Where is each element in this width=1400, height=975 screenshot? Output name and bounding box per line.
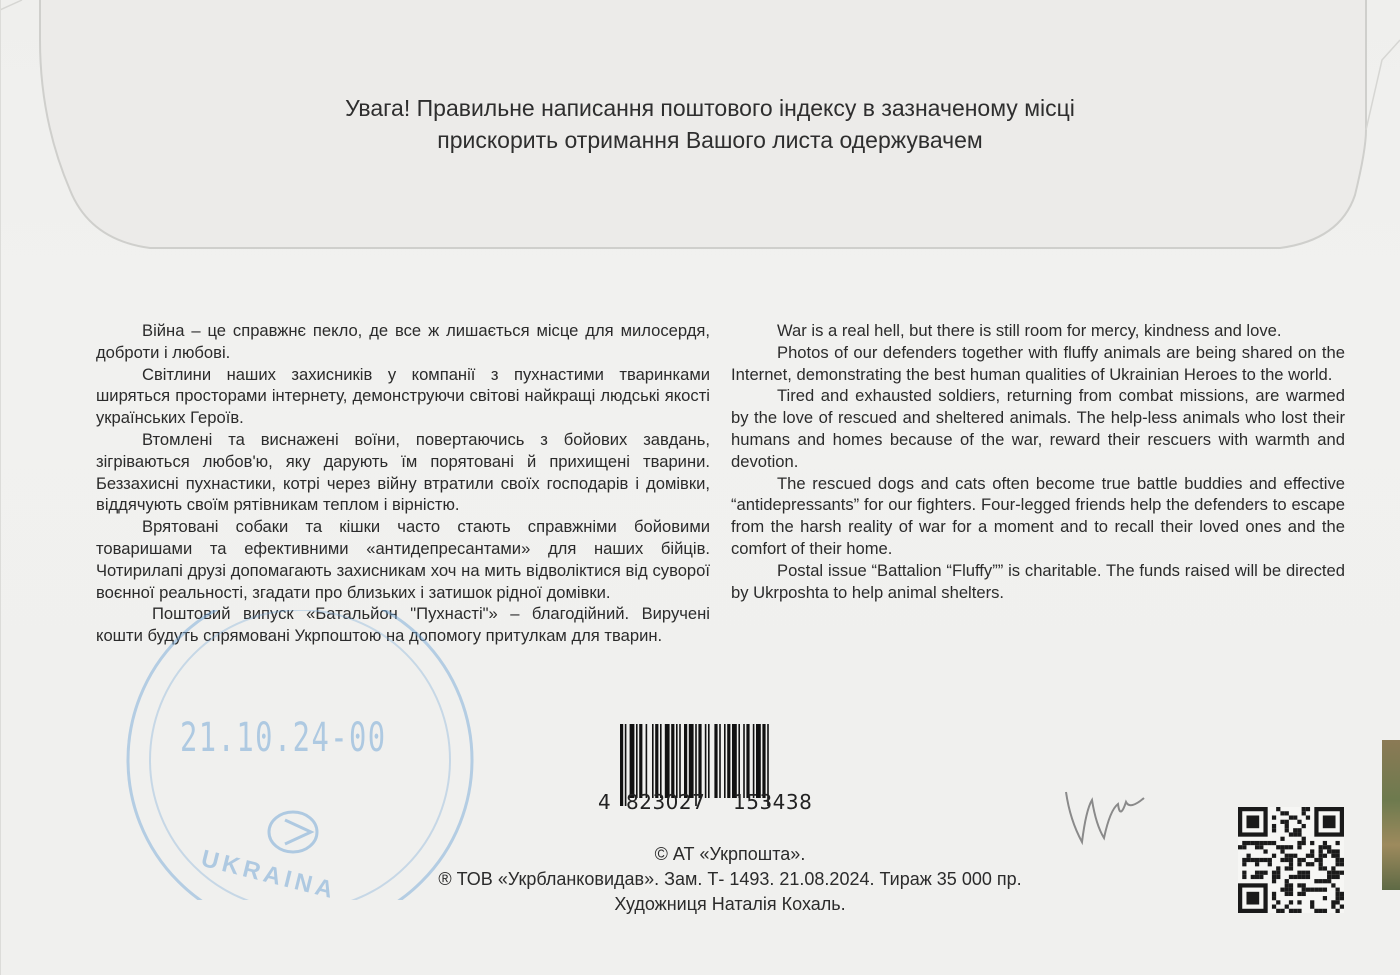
ukrainian-text-column: [96, 320, 710, 647]
imprint-copyright: © АТ «Укрпошта».: [654, 844, 806, 864]
postmark-date: 21.10.24-00: [180, 715, 387, 761]
imprint-printer: ® ТОВ «Укрбланковидав». Зам. Т- 1493. 21.08.2024. Тираж 35 000 пр.: [438, 869, 1022, 889]
en-paragraph: Tired and exhausted soldiers, returning from combat missions, are warmed by the love of rescued and sheltered animals. The help-less animals who lost their humans and homes because of the war, reward their rescuers with warmth and devotion.: [731, 386, 1345, 471]
barcode-group-2: 153438: [733, 790, 813, 814]
uk-paragraph: Втомлені та виснажені воїни, повертаючись з бойових завдань, зігріваються любов'ю, яку дарують їм порятовані й прихищені тварини. Беззахисні пухнастики, котрі через війну втратили своїх господарів і домівки, віддячують своїм рятівникам теплом і вірністю.: [96, 429, 710, 515]
english-text-column: [731, 320, 1345, 603]
uk-paragraph: Війна – це справжнє пекло, де все ж лишається місце для милосердя, доброти і любові.: [96, 321, 710, 362]
en-paragraph: Postal issue “Battalion “Fluffy”” is charitable. The funds raised will be directed by Ukrposhta to help animal shelters.: [731, 560, 1345, 602]
barcode-group-1: 823027: [626, 790, 706, 814]
stamp-edge-fragment: [1382, 740, 1400, 890]
publisher-imprint: [300, 842, 1160, 917]
qr-code-icon: [1238, 807, 1344, 913]
postcode-warning: [250, 92, 1170, 156]
handwritten-signature-icon: [1060, 780, 1150, 850]
warning-line-2: прискорить отримання Вашого листа одержувачем: [437, 127, 983, 153]
uk-paragraph: Врятовані собаки та кішки часто стають справжніми бойовими товаришами та ефективними «антидепресантами» для наших бійців. Чотирилапі друзі допомагають захисникам хоч на мить відволіктися від суворої воєнної реальності, згадати про близьких і затишок рідної домівки.: [96, 517, 710, 602]
en-paragraph: War is a real hell, but there is still room for mercy, kindness and love.: [777, 321, 1282, 340]
barcode-lead-digit: 4: [598, 790, 612, 814]
warning-line-1: Увага! Правильне написання поштового індексу в зазначеному місці: [345, 95, 1075, 121]
postmark-country: UKRAINA: [198, 845, 340, 905]
uk-paragraph: Світлини наших захисників у компанії з пухнастими тваринками ширяться просторами інтернету, демонструючи світові найкращі людські якості українських Героїв.: [96, 364, 710, 428]
en-paragraph: The rescued dogs and cats often become true battle buddies and effective “antidepressants” for our fighters. Four-legged friends help the defenders to escape from the harsh reality of war for a moment and to recall their loved ones and the comfort of their home.: [731, 473, 1345, 558]
imprint-artist: Художниця Наталія Кохаль.: [614, 894, 846, 914]
en-paragraph: Photos of our defenders together with fluffy animals are being shared on the Internet, demonstrating the best human qualities of Ukrainian Heroes to the world.: [731, 342, 1345, 384]
uk-paragraph: Поштовий випуск «Батальйон "Пухнасті"» – благодійний. Виручені кошти будуть спрямовані Укрпоштою на допомогу притулкам для тварин.: [96, 604, 710, 646]
